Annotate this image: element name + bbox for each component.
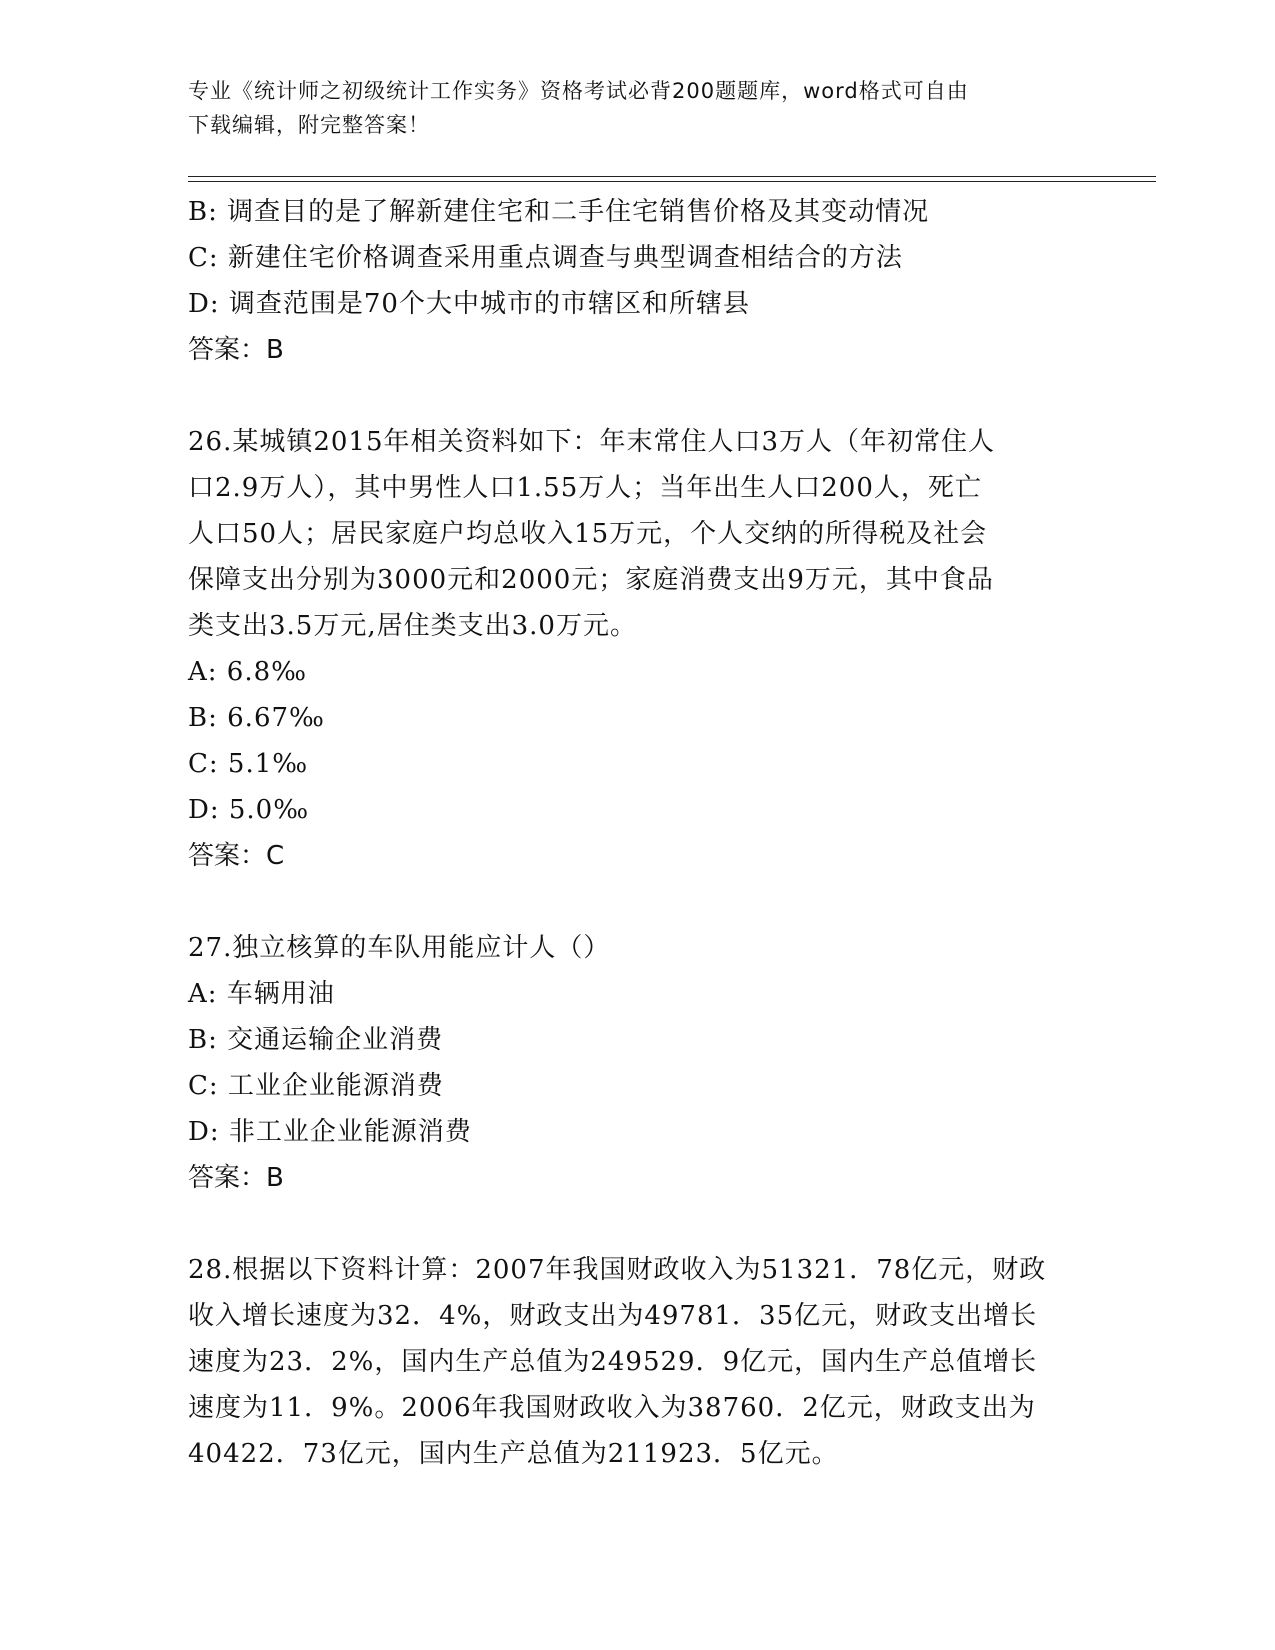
option-b: B: 交通运输企业消费 bbox=[188, 1025, 444, 1055]
option-a: A: 6.8‰ bbox=[188, 657, 308, 687]
question-text: 27.独立核算的车队用能应计人（） bbox=[188, 933, 611, 963]
spacer bbox=[188, 879, 1088, 925]
spacer bbox=[188, 1201, 1088, 1247]
header-line-1: 专业《统计师之初级统计工作实务》资格考试必背200题题库，word格式可自由 bbox=[188, 79, 969, 103]
answer: 答案：B bbox=[188, 335, 284, 365]
option-a: A: 车辆用油 bbox=[188, 979, 335, 1009]
question-text-line: 速度为11．9%。2006年我国财政收入为38760．2亿元，财政支出为 bbox=[188, 1393, 1036, 1423]
question-text-line: 收入增长速度为32．4%，财政支出为49781．35亿元，财政支出增长 bbox=[188, 1301, 1038, 1331]
option-d: D: 非工业企业能源消费 bbox=[188, 1117, 472, 1147]
question-list bbox=[188, 189, 1088, 1477]
question-text-line: 40422．73亿元，国内生产总值为211923．5亿元。 bbox=[188, 1439, 839, 1469]
option-c: C: 5.1‰ bbox=[188, 749, 309, 779]
option-b: B: 调查目的是了解新建住宅和二手住宅销售价格及其变动情况 bbox=[188, 197, 930, 227]
question-text-line: 保障支出分别为3000元和2000元；家庭消费支出9万元，其中食品 bbox=[188, 565, 994, 595]
question-text-line: 类支出3.5万元,居住类支出3.0万元。 bbox=[188, 611, 637, 641]
question-26 bbox=[188, 419, 1088, 879]
option-c: C: 工业企业能源消费 bbox=[188, 1071, 444, 1101]
answer: 答案：B bbox=[188, 1163, 284, 1193]
question-text-line: 口2.9万人），其中男性人口1.55万人；当年出生人口200人，死亡 bbox=[188, 473, 982, 503]
option-b: B: 6.67‰ bbox=[188, 703, 325, 733]
question-text-line: 28.根据以下资料计算：2007年我国财政收入为51321．78亿元，财政 bbox=[188, 1255, 1047, 1285]
question-text-line: 速度为23．2%，国内生产总值为249529．9亿元，国内生产总值增长 bbox=[188, 1347, 1038, 1377]
option-d: D: 5.0‰ bbox=[188, 795, 310, 825]
header-line-2: 下载编辑，附完整答案！ bbox=[188, 113, 430, 137]
option-c: C: 新建住宅价格调查采用重点调查与典型调查相结合的方法 bbox=[188, 243, 903, 273]
question-text-line: 人口50人；居民家庭户均总收入15万元，个人交纳的所得税及社会 bbox=[188, 519, 988, 549]
document-header bbox=[188, 74, 1088, 142]
header-divider-top bbox=[188, 176, 1156, 177]
option-d: D: 调查范围是70个大中城市的市辖区和所辖县 bbox=[188, 289, 750, 319]
answer: 答案：C bbox=[188, 841, 285, 871]
header-divider-bottom bbox=[188, 181, 1156, 182]
spacer bbox=[188, 373, 1088, 419]
question-text-line: 26.某城镇2015年相关资料如下：年末常住人口3万人（年初常住人 bbox=[188, 427, 996, 457]
question-25 bbox=[188, 189, 1088, 373]
question-27 bbox=[188, 925, 1088, 1201]
question-28 bbox=[188, 1247, 1088, 1477]
